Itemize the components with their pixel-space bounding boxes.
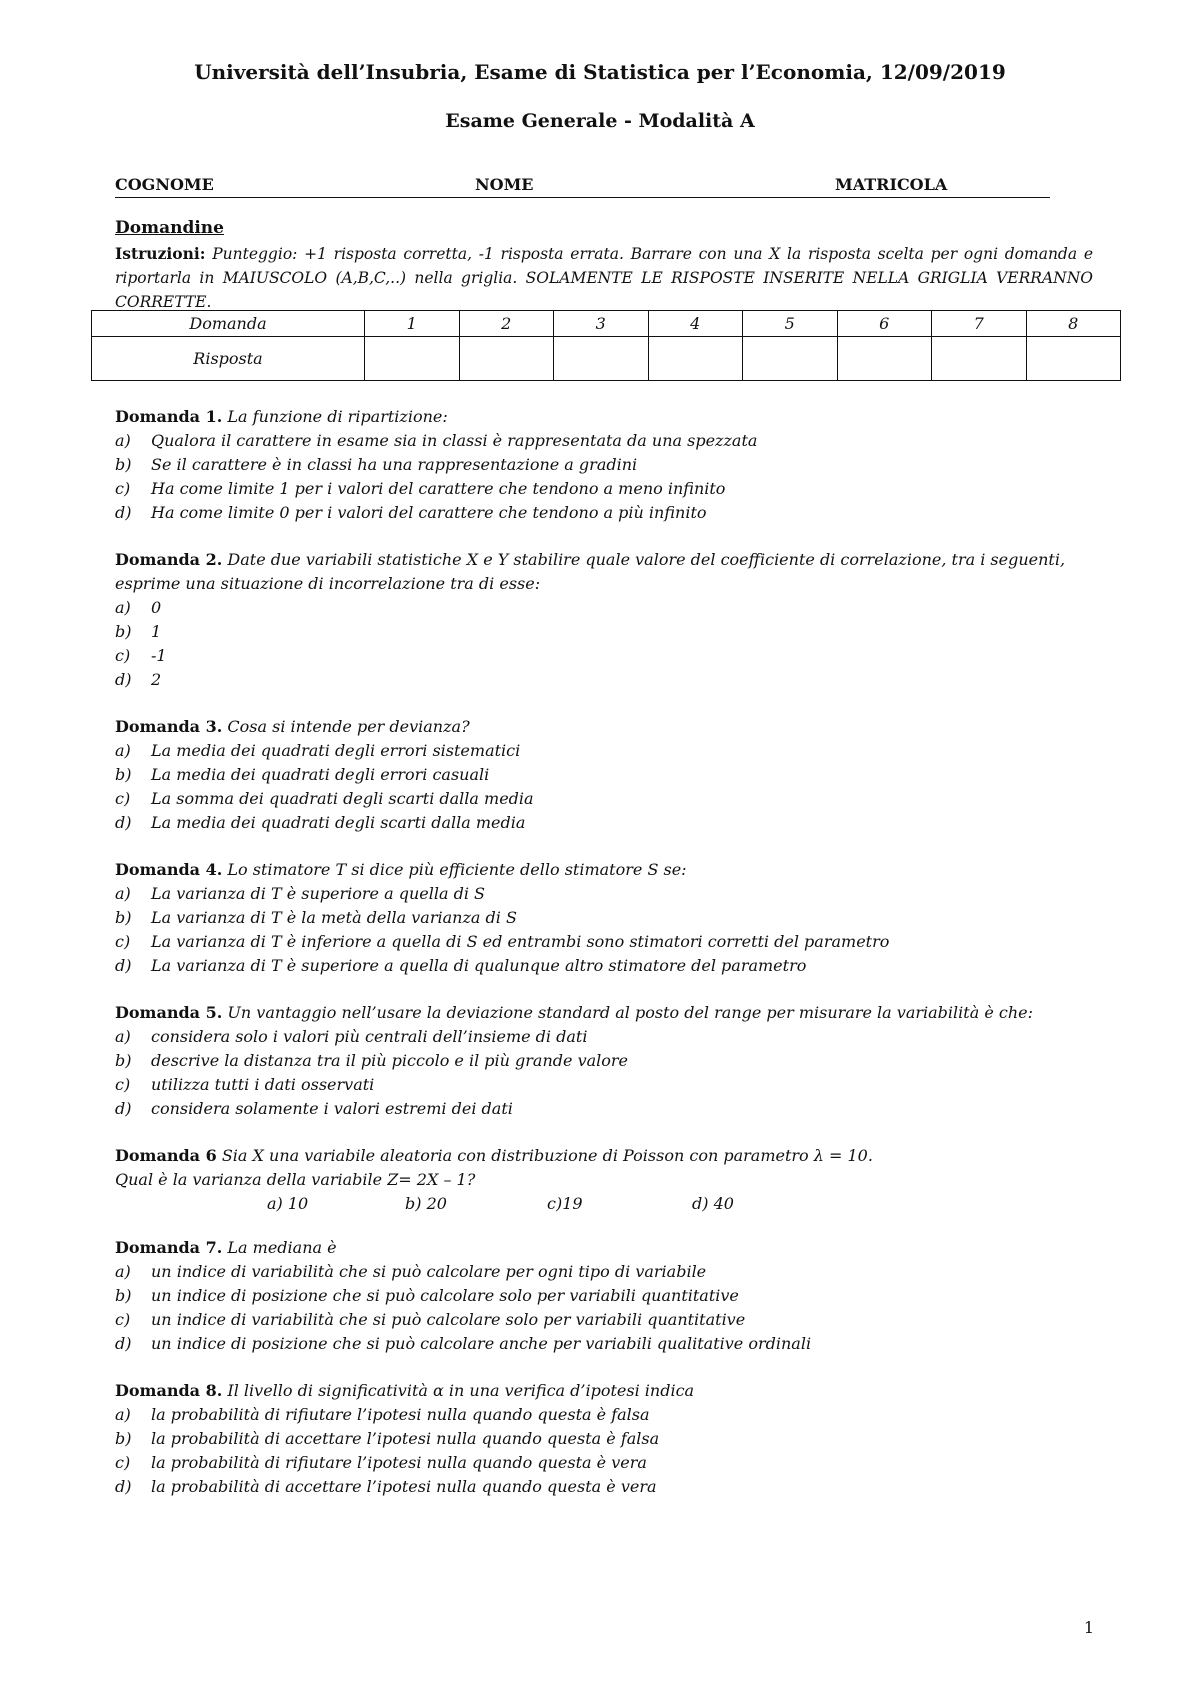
option[interactable]: c)19 (547, 1194, 583, 1213)
student-fields-line (115, 175, 1050, 198)
option[interactable]: d) Ha come limite 0 per i valori del carattere che tendono a più infinito (115, 503, 707, 522)
grid-number: 2 (459, 311, 554, 337)
question-7 (115, 1236, 1105, 1356)
grid-number: 3 (554, 311, 649, 337)
question-head: Domanda 8. (115, 1381, 223, 1400)
option[interactable]: b) 1 (115, 622, 162, 641)
option[interactable]: d) un indice di posizione che si può calcolare anche per variabili qualitative ordinali (115, 1334, 812, 1353)
option[interactable]: b) descrive la distanza tra il più piccolo e il più grande valore (115, 1051, 629, 1070)
option[interactable]: d) 2 (115, 670, 162, 689)
question-text: Lo stimatore T si dice più efficiente dello stimatore S se: (227, 860, 687, 879)
question-5 (115, 1001, 1105, 1121)
grid-number: 4 (648, 311, 743, 337)
instructions (115, 242, 1093, 314)
grid-number: 6 (837, 311, 932, 337)
question-head: Domanda 2. (115, 550, 223, 569)
option[interactable]: a) la probabilità di rifiutare l’ipotesi nulla quando questa è falsa (115, 1405, 650, 1424)
answer-cell-8[interactable] (1026, 337, 1121, 381)
option[interactable]: c) -1 (115, 646, 167, 665)
question-text: Sia X una variabile aleatoria con distribuzione di Poisson con parametro λ = 10. (221, 1146, 873, 1165)
answer-cell-5[interactable] (743, 337, 838, 381)
exam-subtitle: Esame Generale - Modalità A (445, 110, 755, 132)
question-text: Un vantaggio nell’usare la deviazione standard al posto del range per misurare la variabilità è che: (227, 1003, 1034, 1022)
question-text: Date due variabili statistiche X e Y stabilire quale valore del coefficiente di correlazione, tra i seguenti, esprime una situazione di incorrelazione tra di esse: (115, 550, 1066, 593)
option[interactable]: b) La media dei quadrati degli errori casuali (115, 765, 490, 784)
grid-answer-row (92, 337, 1121, 381)
option[interactable]: c) La varianza di T è inferiore a quella di S ed entrambi sono stimatori corretti del parametro (115, 932, 890, 951)
option[interactable]: a) Qualora il carattere in esame sia in classi è rappresentata da una spezzata (115, 431, 758, 450)
question-4 (115, 858, 1105, 978)
section-heading: Domandine (115, 218, 224, 238)
option[interactable]: a) La media dei quadrati degli errori sistematici (115, 741, 521, 760)
option[interactable]: c) un indice di variabilità che si può calcolare solo per variabili quantitative (115, 1310, 746, 1329)
question-text: Cosa si intende per devianza? (227, 717, 470, 736)
option[interactable]: b) la probabilità di accettare l’ipotesi nulla quando questa è falsa (115, 1429, 660, 1448)
question-text-line2: Qual è la varianza della variabile Z= 2X – 1? (115, 1170, 476, 1189)
question-text: Il livello di significatività α in una verifica d’ipotesi indica (227, 1381, 695, 1400)
answer-cell-6[interactable] (837, 337, 932, 381)
option[interactable]: c) utilizza tutti i dati osservati (115, 1075, 375, 1094)
grid-number: 5 (743, 311, 838, 337)
instructions-text: Punteggio: +1 risposta corretta, -1 risposta errata. Barrare con una X la risposta scelta per ogni domanda e riportarla in MAIUSCOLO (A,B,C,..) nella griglia. SOLAMENTE LE RISPOSTE INSERITE NELLA GRIGLIA VERRANNO CORRETTE. (115, 245, 1093, 311)
question-2 (115, 548, 1105, 692)
option[interactable]: b) un indice di posizione che si può calcolare solo per variabili quantitative (115, 1286, 739, 1305)
answer-grid (91, 310, 1121, 381)
answer-cell-1[interactable] (365, 337, 460, 381)
answer-cell-2[interactable] (459, 337, 554, 381)
question-3 (115, 715, 1105, 835)
inline-options (115, 1192, 1105, 1216)
option[interactable]: a) La varianza di T è superiore a quella di S (115, 884, 485, 903)
nome-label: NOME (475, 175, 534, 194)
option[interactable]: c) La somma dei quadrati degli scarti dalla media (115, 789, 534, 808)
page-number: 1 (1083, 1618, 1094, 1637)
question-head: Domanda 4. (115, 860, 223, 879)
grid-header-row (92, 311, 1121, 337)
question-text: La mediana è (227, 1238, 337, 1257)
question-head: Domanda 5. (115, 1003, 223, 1022)
option[interactable]: c) Ha come limite 1 per i valori del carattere che tendono a meno infinito (115, 479, 726, 498)
grid-number: 1 (365, 311, 460, 337)
question-head: Domanda 1. (115, 407, 223, 426)
question-1 (115, 405, 1105, 525)
option[interactable]: a) 10 (267, 1194, 309, 1213)
option[interactable]: d) 40 (692, 1194, 734, 1213)
grid-number: 7 (932, 311, 1027, 337)
question-head: Domanda 6 (115, 1146, 217, 1165)
grid-row-label-risposta: Risposta (92, 337, 365, 381)
instructions-label: Istruzioni: (115, 244, 206, 263)
cognome-label: COGNOME (115, 175, 214, 194)
question-8 (115, 1379, 1105, 1499)
option[interactable]: d) La media dei quadrati degli scarti dalla media (115, 813, 526, 832)
option[interactable]: d) La varianza di T è superiore a quella di qualunque altro stimatore del parametro (115, 956, 807, 975)
option[interactable]: c) la probabilità di rifiutare l’ipotesi nulla quando questa è vera (115, 1453, 647, 1472)
option[interactable]: a) 0 (115, 598, 162, 617)
grid-row-label-domanda: Domanda (92, 311, 365, 337)
answer-cell-4[interactable] (648, 337, 743, 381)
matricola-label: MATRICOLA (835, 175, 948, 194)
option[interactable]: a) considera solo i valori più centrali dell’insieme di dati (115, 1027, 588, 1046)
option[interactable]: d) considera solamente i valori estremi dei dati (115, 1099, 513, 1118)
question-head: Domanda 3. (115, 717, 223, 736)
option[interactable]: b) Se il carattere è in classi ha una rappresentazione a gradini (115, 455, 638, 474)
answer-cell-3[interactable] (554, 337, 649, 381)
grid-number: 8 (1026, 311, 1121, 337)
question-6 (115, 1144, 1105, 1216)
option[interactable]: b) La varianza di T è la metà della varianza di S (115, 908, 517, 927)
option[interactable]: a) un indice di variabilità che si può calcolare per ogni tipo di variabile (115, 1262, 707, 1281)
question-text: La funzione di ripartizione: (227, 407, 448, 426)
option[interactable]: b) 20 (405, 1194, 447, 1213)
question-head: Domanda 7. (115, 1238, 223, 1257)
answer-cell-7[interactable] (932, 337, 1027, 381)
exam-title: Università dell’Insubria, Esame di Statistica per l’Economia, 12/09/2019 (194, 60, 1006, 84)
option[interactable]: d) la probabilità di accettare l’ipotesi nulla quando questa è vera (115, 1477, 657, 1496)
